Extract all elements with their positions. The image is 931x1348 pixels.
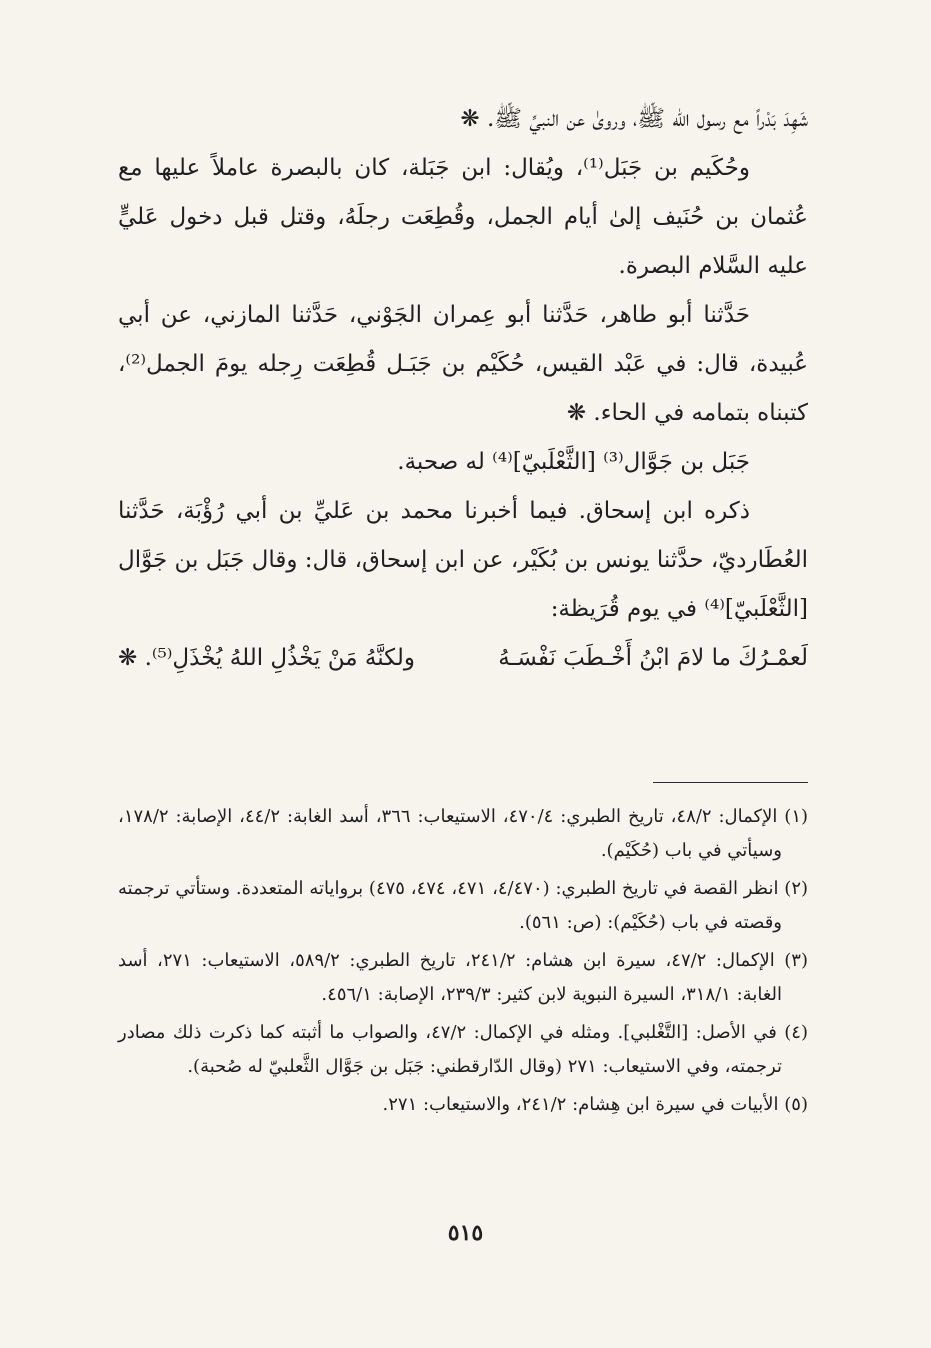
paragraph-5: ذكره ابن إسحاق. فيما أخبرنا محمد بن عَليِّ بن أبي رُؤْبَة، حَدَّثنا العُطَارديّ، حدَّثنا يونس بن بُكَيْر، عن ابن إسحاق، قال: وقال جَبَل بن جَوَّال [الثَّعْلَبيّ]⁽⁴⁾ في يوم قُرَيظة: [118, 498, 808, 622]
footnote-4: (٤) في الأصل: [التَّغْلبي]. ومثله في الإكمال: ٤٧/٢، والصواب ما أثبته كما ذكرت ذلك مصادر ترجمته، وفي الاستيعاب: ٢٧١ (وقال الدّارقطني: جَبَل بن جَوَّال الثَّعلبيّ له صُحبة). [118, 1022, 808, 1077]
footnotes [118, 800, 808, 1126]
paragraph-3: حَدَّثنا أبو طاهر، حَدَّثنا أبو عِمران الجَوْني، حَدَّثنا المازني، عن أبي عُبيدة، قال: في عَبْد القيس، حُكَيْم بن جَبَـل قُطِعَت رِجله يومَ الجمل⁽²⁾، كتبناه بتمامه في الحاء. ❋ [118, 302, 808, 426]
footnote-3: (٣) الإكمال: ٤٧/٢، سيرة ابن هشام: ٢٤١/٢، تاريخ الطبري: ٥٨٩/٢، الاستيعاب: ٢٧١، أسد الغابة: ٣١٨/١، السيرة النبوية لابن كثير: ٢٣٩/٣، الإصابة: ٤٥٦/١. [118, 950, 808, 1005]
verse-line [118, 634, 808, 683]
main-text [118, 95, 808, 683]
verse-first-hemistich: لَعمْـرُكَ ما لامَ ابْنُ أَخْـطَبَ نَفْسَـهُ [498, 645, 808, 671]
paragraph-4: جَبَل بن جَوَّال⁽³⁾ [الثَّعْلَبيّ]⁽⁴⁾ له صحبة. [397, 449, 750, 475]
footnote-separator [653, 782, 808, 783]
footnote-1: (١) الإكمال: ٤٨/٢، تاريخ الطبري: ٤٧٠/٤، الاستيعاب: ٣٦٦، أسد الغابة: ٤٤/٢، الإصابة: ١٧٨/٢، وسيأتي في باب (حُكَيْم). [118, 806, 809, 861]
paragraph-2: وحُكَيم بن جَبَل⁽¹⁾، ويُقال: ابن جَبَلة، كان بالبصرة عاملاً عليها مع عُثمان بن حُنَيف إلىٰ أيام الجمل، وقُطِعَت رجلَهُ، وقتل قبل دخول عَليٍّ عليه السَّلام البصرة. [118, 155, 808, 279]
footnote-5: (٥) الأبيات في سيرة ابن هِشام: ٢٤١/٢، والاستيعاب: ٢٧١. [382, 1094, 808, 1115]
verse-second-hemistich: ولكنَّهُ مَنْ يَخْذُلِ اللهُ يُخْذَلِ⁽⁵⁾. ❋ [118, 645, 415, 671]
footnote-2: (٢) انظر القصة في تاريخ الطبري: (٤/٤٧٠، ٤٧١، ٤٧٤، ٤٧٥) برواياته المتعددة. وستأتي ترجمته وقصته في باب (حُكَيْم): (ص: ٥٦١). [118, 878, 809, 933]
page-number: ٥١٥ [447, 1220, 484, 1246]
paragraph-1: شَهِدَ بَدْراً مع رسول الله ﷺ، وروىٰ عن النبيِّ ﷺ. ❋ [460, 106, 808, 132]
